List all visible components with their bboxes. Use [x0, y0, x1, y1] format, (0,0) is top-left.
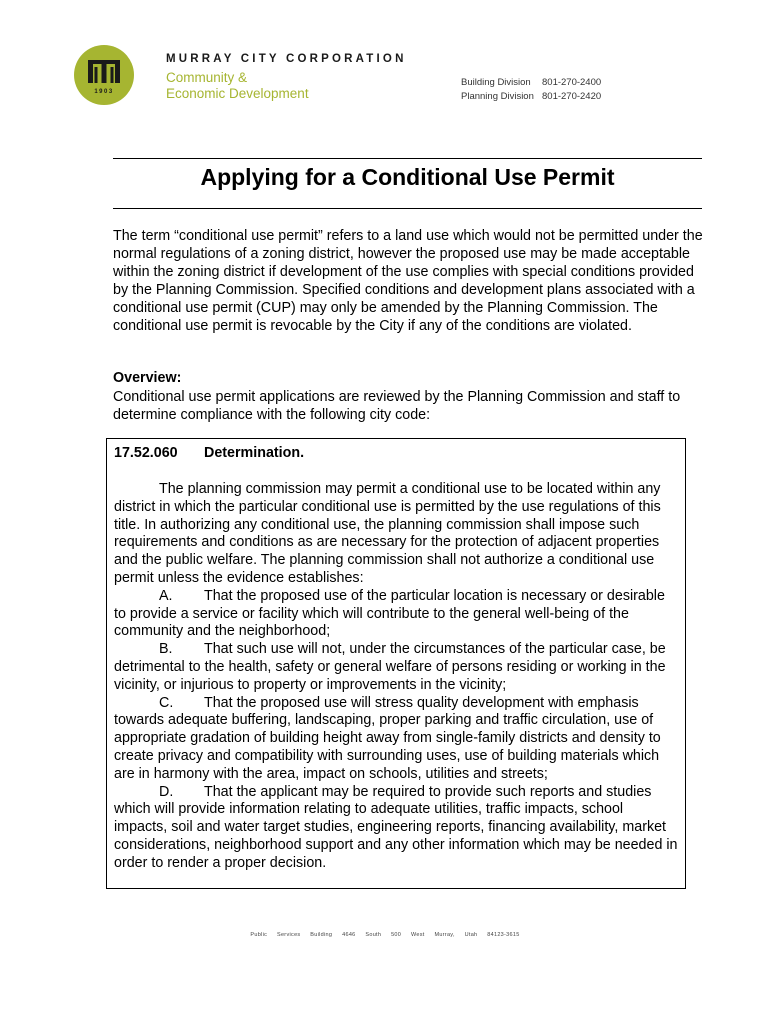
- code-number: 17.52.060: [114, 445, 178, 461]
- code-item-d: D. That the applicant may be required to provide such reports and studies which will provide information relating to adequate utilities, traffic impacts, school impacts, soil and water target studies, engineering reports, financing availability, market considerations, neighborhood support and any other information which may be needed in order to render a proper decision.: [114, 783, 678, 871]
- code-intro: The planning commission may permit a conditional use to be located within any district in which the particular conditional use is permitted by the use regulations of this title. In authorizing any conditional use, the planning commission shall impose such requirements and conditions as are necessary for the protection of adjacent properties and the public welfare. The planning commission shall not authorize a conditional use permit unless the evidence establishes:: [114, 481, 661, 586]
- intro-paragraph: The term “conditional use permit” refers to a land use which would not be permitted under the normal regulations of a zoning district, however the proposed use may be made acceptable within the zoning district if development of the use complies with special conditions provided by the Planning Commission. Specified conditions and development plans associated with a conditional use permit (CUP) may only be amended by the Planning Commission. The conditional use permit is revocable by the City if any of the conditions are violated.: [113, 228, 703, 334]
- logo-year: 1903: [94, 89, 114, 95]
- title-rule-bottom: [113, 208, 702, 209]
- code-body: [114, 481, 680, 873]
- contact-planning: Planning Division 801-270-2420: [461, 91, 602, 102]
- murray-city-logo: [74, 45, 134, 105]
- overview-heading: Overview:: [113, 370, 182, 386]
- code-heading: [114, 445, 304, 461]
- city-code-box: [106, 438, 686, 889]
- contact-list: [461, 76, 601, 104]
- code-item-a: A. That the proposed use of the particular location is necessary or desirable to provide a service or facility which will contribute to the general well-being of the community and the neighborhood;: [114, 587, 665, 640]
- code-item-b: B. That such use will not, under the circumstances of the particular case, be detrimental to the health, safety or general welfare of persons residing or working in the vicinity, or injurious to property or improvements in the vicinity;: [114, 641, 666, 693]
- code-title: Determination.: [204, 445, 305, 461]
- contact-building: Building Division 801-270-2400: [461, 77, 602, 88]
- page-title: Applying for a Conditional Use Permit: [200, 164, 615, 190]
- department-name: Community & Economic Development: [166, 70, 309, 101]
- footer-address: Public Services Building 4646 South 500 West Murray, Utah 84123-3615: [250, 932, 520, 938]
- org-name: MURRAY CITY CORPORATION: [166, 53, 407, 65]
- code-item-c: C. That the proposed use will stress quality development with emphasis towards adequate buffering, landscaping, proper parking and traffic circulation, use of appropriate gradation of building height away from single-family districts and density to create privacy and compatibility with surrounding uses, use of building materials which are in harmony with the area, impact on schools, utilities and streets;: [114, 694, 661, 782]
- overview-text: Conditional use permit applications are reviewed by the Planning Commission and staff to determine compliance with the following city code:: [113, 389, 681, 423]
- title-rule-top: [113, 158, 702, 159]
